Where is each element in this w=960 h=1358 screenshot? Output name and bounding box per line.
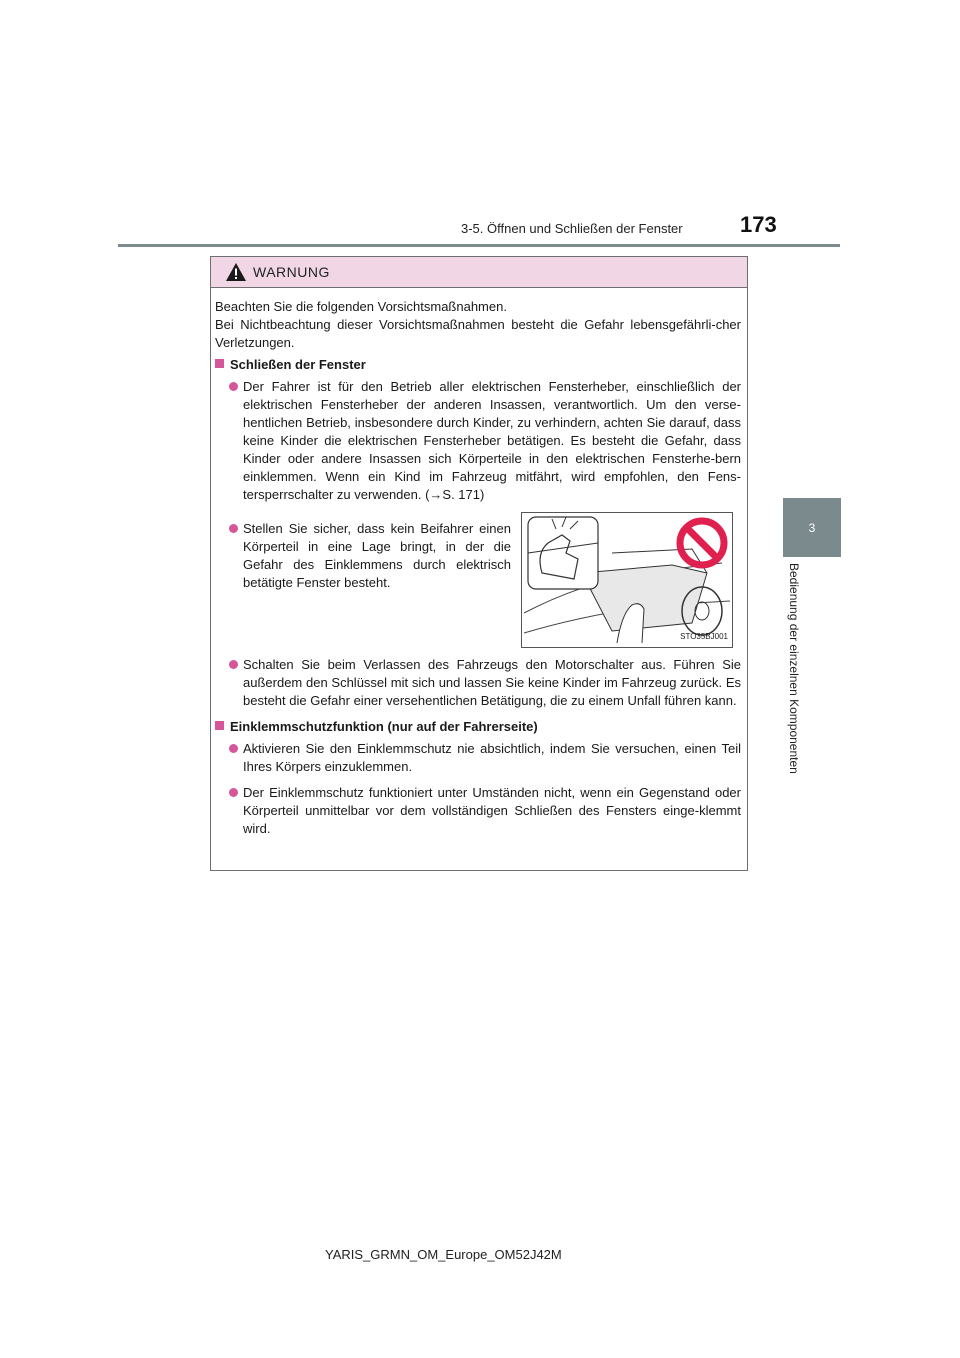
round-bullet-icon — [229, 382, 238, 391]
list-item-text: Stellen Sie sicher, dass kein Beifahrer einen Körperteil in eine Lage bringt, in der die Gefahr des Einklemmens durch elektrisch betätigte Fenster besteht. — [243, 521, 511, 590]
warning-box — [210, 256, 748, 871]
header-divider — [118, 244, 840, 247]
list-item — [215, 378, 741, 504]
round-bullet-icon — [229, 660, 238, 669]
section-title: 3-5. Öffnen und Schließen der Fenster — [461, 221, 683, 236]
window-pinch-illustration — [521, 512, 733, 648]
document-id: YARIS_GRMN_OM_Europe_OM52J42M — [325, 1247, 562, 1262]
page-number: 173 — [740, 212, 777, 237]
list-item-text: Der Fahrer ist für den Betrieb aller elektrischen Fensterheber, einschließlich der elektrischen Fensterheber der anderen Insassen, verantwortlich. Um den verse-hentlichen Betrieb, insbesondere durch Kinder, zu verhindern, achten Sie darauf, dass keine Kinder die elektrischen Fensterheber betätigen. Es besteht die Gefahr, dass Kinder oder andere Insassen sich Körperteile in den elektrischen Fensterhe-bern einklemmen. Wenn ein Kind im Fahrzeug mitfährt, wird empfohlen, den Fens-tersperrschalter zu verwenden. (→S. 171) — [243, 379, 741, 502]
chapter-title-vertical: Bedienung der einzelnen Komponenten — [787, 563, 801, 774]
illustration-code: STO35BJ001 — [680, 632, 728, 641]
warning-header — [211, 257, 747, 288]
warning-triangle-icon — [225, 262, 247, 282]
section-heading-text: Schließen der Fenster — [230, 357, 366, 372]
list-item — [215, 740, 741, 776]
warning-intro — [215, 298, 741, 352]
list-item — [215, 656, 741, 710]
warning-body — [211, 288, 747, 838]
intro-line-1: Beachten Sie die folgenden Vorsichtsmaßnahmen. — [215, 299, 507, 314]
warning-title: WARNUNG — [253, 264, 330, 280]
chapter-tab[interactable] — [783, 498, 841, 557]
section-heading-antipinch — [215, 718, 741, 736]
list-item-text: Schalten Sie beim Verlassen des Fahrzeugs den Motorschalter aus. Führen Sie außerdem den Schlüssel mit sich und lassen Sie keine Kinder im Fahrzeug zurück. Es besteht die Gefahr einer versehentlichen Betätigung, die zu einem Unfall führen kann. — [243, 657, 741, 708]
round-bullet-icon — [229, 524, 238, 533]
car-window-hand-drawing — [522, 513, 732, 647]
section-heading-closing — [215, 356, 741, 374]
list-item-text: Der Einklemmschutz funktioniert unter Umständen nicht, wenn ein Gegenstand oder Körperteil unmittelbar vor dem vollständigen Schließen des Fensters einge-klemmt wird. — [243, 785, 741, 836]
section-heading-text: Einklemmschutzfunktion (nur auf der Fahrerseite) — [230, 719, 538, 734]
bullet-with-illustration — [215, 512, 741, 648]
list-item — [215, 520, 511, 592]
round-bullet-icon — [229, 788, 238, 797]
chapter-number: 3 — [808, 520, 816, 535]
list-item-text: Aktivieren Sie den Einklemmschutz nie absichtlich, indem Sie versuchen, einen Teil Ihres Körpers einzuklemmen. — [243, 741, 741, 774]
intro-line-2: Bei Nichtbeachtung dieser Vorsichtsmaßnahmen besteht die Gefahr lebensgefährli-cher Verletzungen. — [215, 317, 741, 350]
square-bullet-icon — [215, 359, 224, 368]
square-bullet-icon — [215, 721, 224, 730]
round-bullet-icon — [229, 744, 238, 753]
list-item — [215, 784, 741, 838]
